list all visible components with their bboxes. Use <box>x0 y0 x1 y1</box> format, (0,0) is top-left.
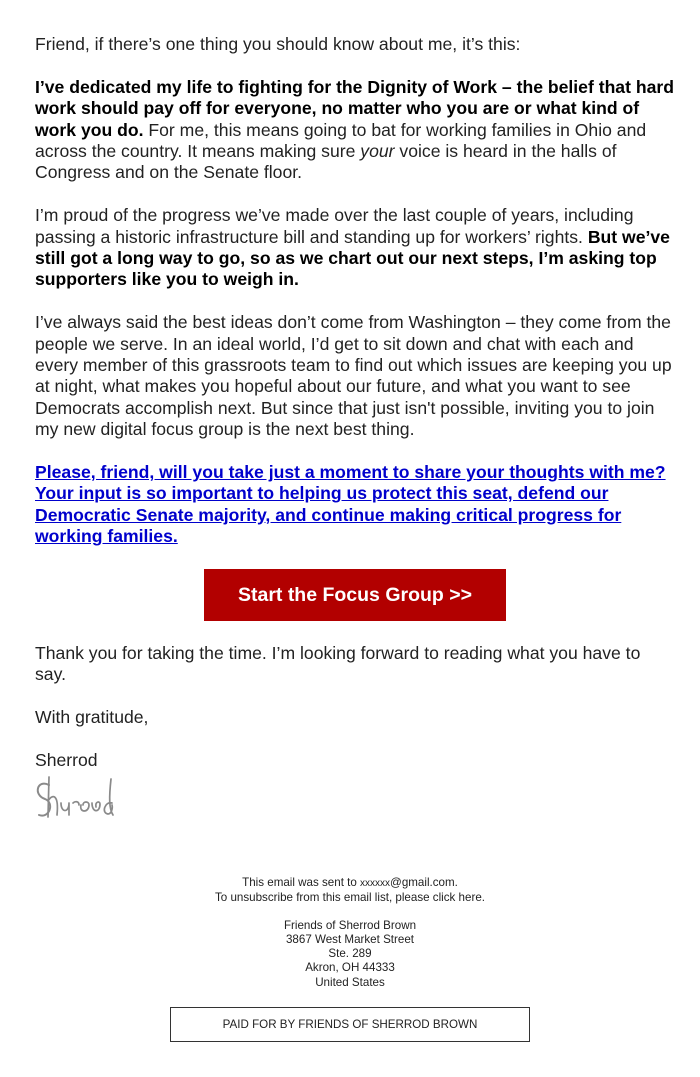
cta-button-row <box>35 569 675 621</box>
paragraph-progress <box>35 205 675 291</box>
footer-notice <box>0 876 700 905</box>
paragraph-ideas: I’ve always said the best ideas don’t come from Washington – they come from the people we serve. In an ideal world, I’d get to sit down and chat with each and every member of this grassroots team to find out which issues are keeping you up at night, what makes you hopeful about our future, and what you want to see Democrats accomplish next. But since that just isn't possible, inviting you to join my new digital focus group is the next best thing. <box>35 312 672 440</box>
paragraph-dignity-of-work <box>35 77 675 184</box>
closing-text: With gratitude, <box>35 707 149 728</box>
thanks-text: Thank you for taking the time. I’m looking forward to reading what you have to say. <box>35 643 641 685</box>
progress-text: I’m proud of the progress we’ve made over the last couple of years, including passing a historic infrastructure bill and standing up for workers’ rights. <box>35 205 634 247</box>
handwritten-signature <box>35 773 135 828</box>
greeting: Friend, if there’s one thing you should know about me, it’s this: <box>35 34 521 54</box>
dignity-text-b: voice is heard in the halls of Congress and on the Senate floor. <box>35 141 617 183</box>
suite: Ste. 289 <box>328 947 372 961</box>
start-focus-group-button[interactable]: Start the Focus Group >> <box>204 569 506 621</box>
progress-bold-text: But we’ve still got a long way to go, so as we chart out our next steps, I’m asking top supporters like you to weigh in. <box>35 226 670 290</box>
unsubscribe-link[interactable]: To unsubscribe from this email list, please click here. <box>215 891 485 905</box>
email-footer <box>0 876 700 1004</box>
street-address: 3867 West Market Street <box>285 933 415 947</box>
email-body <box>35 34 675 828</box>
paragraph-cta <box>35 462 675 548</box>
sent-to-domain: @gmail.com. <box>390 876 458 889</box>
sent-to-prefix: This email was sent to <box>242 876 361 889</box>
focus-group-link[interactable]: Please, friend, will you take just a moment to share your thoughts with me? Your input is so important to helping us protect this seat, defend our Democratic Senate majority, and continue making critical progress for working families. <box>35 462 666 547</box>
dignity-bold-text: I’ve dedicated my life to fighting for the Dignity of Work – the belief that hard work should pay off for everyone, no matter who you are or what kind of work you do. <box>35 76 674 140</box>
paid-for-disclaimer: PAID FOR BY FRIENDS OF SHERROD BROWN <box>170 1007 530 1042</box>
dignity-text-a: For me, this means going to bat for working families in Ohio and across the country. It means making sure <box>35 119 647 162</box>
footer-address <box>0 919 700 989</box>
country: United States <box>315 975 385 989</box>
org-name: Friends of Sherrod Brown <box>283 919 417 933</box>
sign-name: Sherrod <box>35 750 98 771</box>
city-state-zip: Akron, OH 44333 <box>305 961 395 975</box>
your-italic: your <box>360 141 395 162</box>
sent-to-masked: xxxxxx <box>360 878 391 889</box>
